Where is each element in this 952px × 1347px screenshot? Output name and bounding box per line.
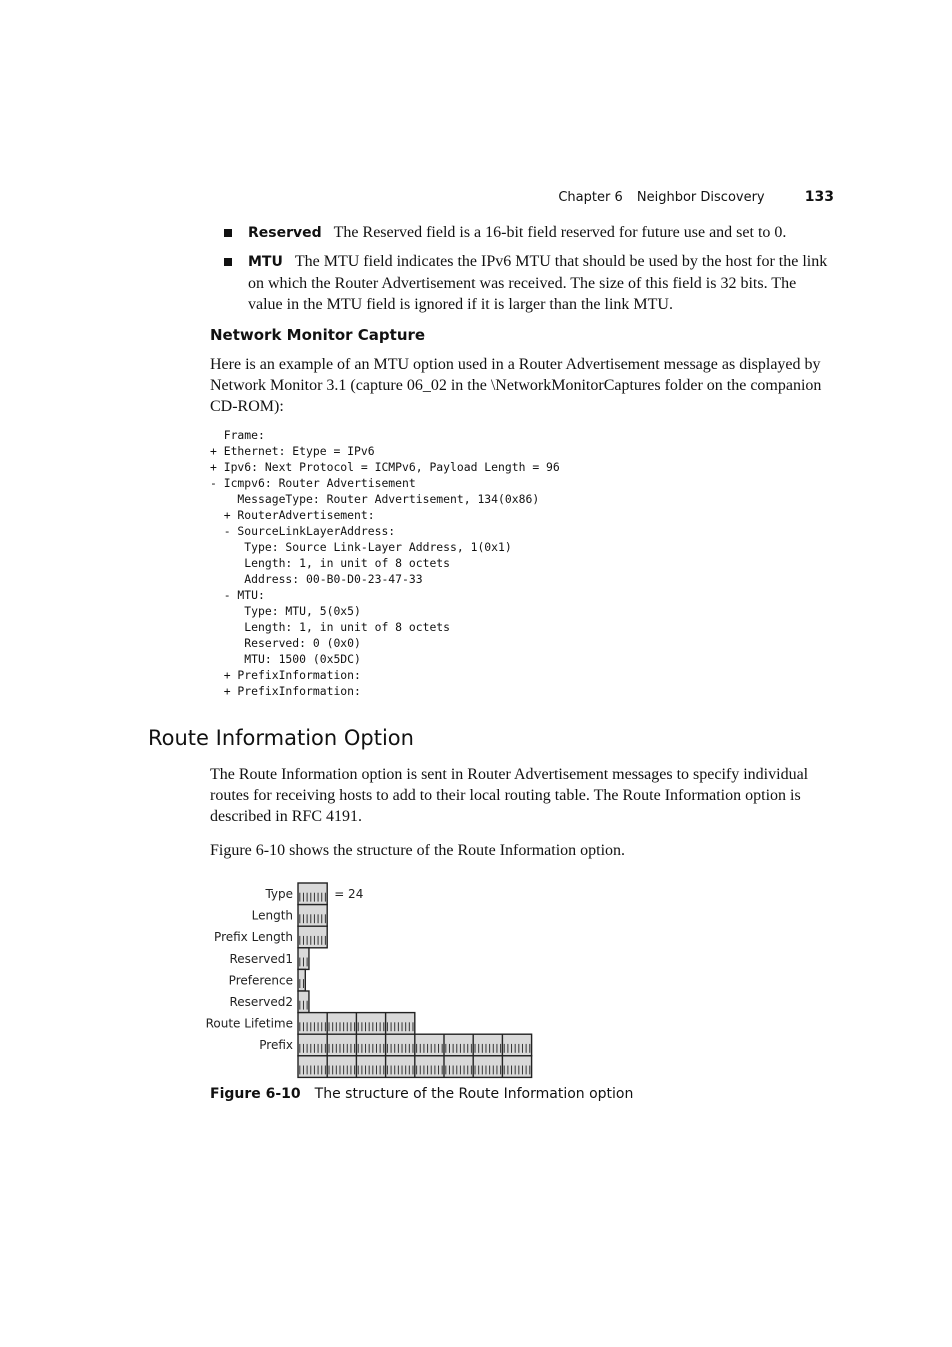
capture-line: MTU: 1500 (0x5DC) <box>210 652 361 666</box>
capture-line: Reserved: 0 (0x0) <box>210 636 361 650</box>
field-box <box>298 883 327 905</box>
field-label: Reserved2 <box>229 995 293 1009</box>
bullet-square-icon <box>224 229 232 237</box>
running-head <box>558 189 834 205</box>
field-description-list <box>224 222 834 322</box>
section-paragraph: The Route Information option is sent in Router Advertisement messages to specify individual routes for receiving hosts to add to their local routing table. The Route Information option is described in RFC 4191. <box>210 766 809 825</box>
capture-line: Length: 1, in unit of 8 octets <box>210 620 451 634</box>
capture-line: + Ipv6: Next Protocol = ICMPv6, Payload Length = 96 <box>210 460 560 474</box>
chapter-label: Chapter 6 <box>558 190 623 205</box>
bullet-square-icon <box>224 258 232 266</box>
field-label: Prefix Length <box>214 930 293 945</box>
field-label: Route Lifetime <box>205 1016 293 1031</box>
capture-listing <box>210 427 560 699</box>
chapter-title: Neighbor Discovery <box>636 190 765 205</box>
capture-line: + Ethernet: Etype = IPv6 <box>210 444 375 458</box>
field-box <box>298 969 305 991</box>
capture-line: Type: MTU, 5(0x5) <box>210 604 361 618</box>
capture-line: + PrefixInformation: <box>210 668 361 682</box>
capture-line: - SourceLinkLayerAddress: <box>210 524 396 538</box>
field-term: Reserved <box>248 225 322 241</box>
field-description: The MTU field indicates the IPv6 MTU that should be used by the host for the link on which the Router Advertisement was received. The size of this field is 32 bits. The value in the MTU field is ignored if it is larger than the link MTU. <box>248 253 828 313</box>
route-information-option-diagram <box>200 880 560 1080</box>
figure-caption-label: Figure 6-10 <box>210 1086 301 1102</box>
list-item <box>224 222 834 244</box>
field-label: Type <box>265 887 293 901</box>
capture-line: Type: Source Link-Layer Address, 1(0x1) <box>210 540 512 554</box>
field-box <box>298 905 327 927</box>
capture-intro: Here is an example of an MTU option used in a Router Advertisement message as displayed by Network Monitor 3.1 (capture 06_02 in the \NetworkMonitorCaptures folder on the companion CD-ROM): <box>210 356 822 415</box>
field-term: MTU <box>248 254 283 270</box>
capture-line: + RouterAdvertisement: <box>210 508 375 522</box>
capture-line: Frame: <box>210 428 265 442</box>
capture-line: Address: 00-B0-D0-23-47-33 <box>210 572 423 586</box>
field-label: Prefix <box>259 1038 293 1053</box>
page-number: 133 <box>804 189 834 205</box>
section-heading: Route Information Option <box>148 726 414 750</box>
capture-heading: Network Monitor Capture <box>210 326 426 344</box>
list-item <box>224 251 834 315</box>
capture-line: MessageType: Router Advertisement, 134(0x86) <box>210 492 540 506</box>
figure-reference-paragraph: Figure 6-10 shows the structure of the Route Information option. <box>210 842 626 859</box>
field-label: Preference <box>228 973 293 988</box>
capture-line: Length: 1, in unit of 8 octets <box>210 556 451 570</box>
figure-caption <box>210 1086 633 1102</box>
field-label: Reserved1 <box>229 951 293 966</box>
capture-line: - Icmpv6: Router Advertisement <box>210 476 416 490</box>
figure-caption-text: The structure of the Route Information option <box>314 1086 634 1102</box>
field-value-note: = 24 <box>334 887 364 901</box>
field-label: Length <box>251 908 293 923</box>
field-description: The Reserved field is a 16-bit field reserved for future use and set to 0. <box>333 224 787 241</box>
capture-line: + PrefixInformation: <box>210 684 361 698</box>
capture-line: - MTU: <box>210 588 265 602</box>
field-box <box>298 926 327 948</box>
